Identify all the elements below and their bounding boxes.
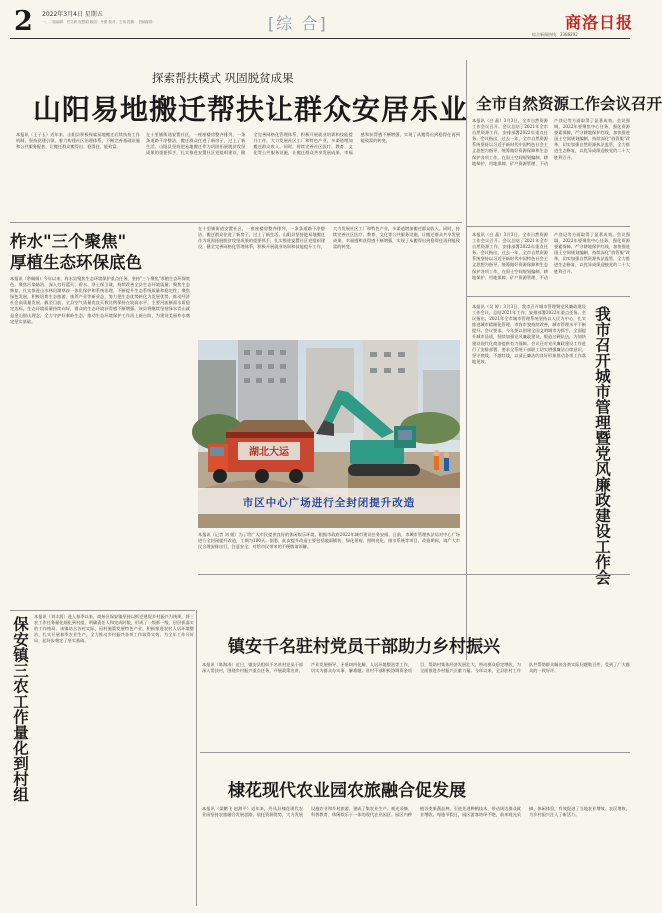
article7-headline: 棣花现代农业园农旅融合促发展 — [228, 781, 466, 801]
divider — [466, 60, 467, 660]
article1-body: 在十里铺街道安置社区，一座座楼房整齐排列，一条条道路干净整洁，搬迁群众住进了新房子，过上了新生活。山阳县坚持把易地搬迁作为巩固拓展脱贫攻坚成果的重要抓手，扎实推进安置社区党组织建设，健全完善网格化管理体系，积极开展就业培训和技能提升工作，大力发展社区工厂和特色产业，多渠道增加搬迁群众收入。同时，持续完善社区医疗、教育、文化等公共服务设施，让搬迁群众共享发展成果，幸福感和获得感不断增强，实现了从搬得出到稳得住再到能致富的转变。 — [146, 132, 460, 156]
editor-line: 一、二版编辑：吕文莉 祝慧娟 版面：丹蕾 校对：王伟 投稿： 投稿邮箱： — [42, 20, 157, 24]
photo-caption-overlay: 市区中心广场进行全封闭提升改造 — [242, 497, 416, 509]
article5-headline: 保安镇三农工作量化到村组 — [11, 616, 29, 802]
article2-continued: 本报讯（白 晶）3月3日，全市自然资源工作会议召开。会议总结了2021年全市自然资源工作，安排部署2022年重点任务。会议指出，过去一年，全市自然资源系统坚持以习近平新时代中国特色社会主义思想为指导，统筹做好资源保障和生态保护各项工作，在国土空间规划编制、耕地保护、用地保障、矿产资源管理、不动产登记等方面取得了显著成效。会议强调，2022年要聚焦中心任务，强化资源要素保障，严守耕地保护红线，加快推进国土空间规划编制，持续深化"放管服"改革，切实加强自然资源执法监管，全力推进生态修复，以优异成绩迎接党的二十大胜利召开。 — [472, 232, 630, 280]
divider — [200, 752, 630, 753]
article3-headline: 柞水"三个聚焦" — [10, 232, 127, 251]
header-rule — [10, 38, 630, 39]
divider — [198, 574, 630, 575]
article2-body: 本报讯（白 晶）3月3日，全市自然资源工作会议召开。会议总结了2021年全市自然资源工作，安排部署2022年重点任务。会议指出，过去一年，全市自然资源系统坚持以习近平新时代中国特色社会主义思想为指导，统筹做好资源保障和生态保护各项工作，在国土空间规划编制、耕地保护、用地保障、矿产资源管理、不动产登记等方面取得了显著成效。会议强调，2022年要聚焦中心任务，强化资源要素保障，严守耕地保护红线，加快推进国土空间规划编制，持续深化"放管服"改革，切实加强自然资源执法监管，全力推进生态修复，以优异成绩迎接党的二十大胜利召开。 — [472, 118, 630, 166]
truck-sign: 湖北大运 — [249, 447, 289, 458]
page-number: 2 — [14, 6, 33, 37]
photo-caption: 本报讯（记者 刘 媛）为了给广大市民提供良好的休闲娱乐环境，根据市政府2022年城市建设任务安排，日前，市城市管理执法局对中心广场进行全封闭提升改造，工期为180天。据悉，此次提升改造主要包括地面铺装、绿化景观、照明亮化、排水系统等项目。改造期间，请广大市民合理安排出行，注意安全，对给市民带来的不便敬请谅解。 — [198, 532, 460, 550]
article1-continued: 在十里铺街道安置社区，一座座楼房整齐排列，一条条道路干净整洁，搬迁群众住进了新房子，过上了新生活。山阳县坚持把易地搬迁作为巩固拓展脱贫攻坚成果的重要抓手，扎实推进安置社区党组织建设，健全完善网格化管理体系，积极开展就业培训和技能提升工作，大力发展社区工厂和特色产业，多渠道增加搬迁群众收入。同时，持续完善社区医疗、教育、文化等公共服务设施，让搬迁群众共享发展成果，幸福感和获得感不断增强，实现了从搬得出到稳得住再到能致富的转变。 — [198, 226, 460, 250]
divider — [466, 296, 630, 297]
article2-headline: 全市自然资源工作会议召开 — [476, 95, 662, 113]
article4-headline: 我市召开城市管理暨党风廉政建设工作会 — [593, 306, 611, 585]
article7-body: 本报讯（梁鹏飞 赵海平）近年来，丹凤县棣花现代农业园坚持农旅融合发展思路，依托资源优势，大力发展设施农业和乡村旅游，建成了集农业生产、观光采摘、科普教育、休闲娱乐于一体的现代农业园区。园区内种植各类果蔬品种，引进先进种植技术，带动周边群众就业增收。每逢节假日，园区游客络绎不绝，前来观光采摘、休闲体验，有效促进了当地农业增效、农民增收，为乡村振兴注入了新活力。 — [202, 806, 630, 818]
article1-lead: 本报讯（王子玉）近年来，山阳县积极探索易地搬迁后续扶持工作机制，坚持党建引领，着力构建社区治理体系，不断完善基础设施和公共服务配套，让搬迁群众搬得出、稳得住、能致富。 — [16, 132, 140, 150]
article1-kicker: 探索帮扶模式 巩固脱贫成果 — [152, 71, 294, 85]
issue-date: 2022年3月4日 星期五 — [42, 11, 103, 18]
newspaper-logo: 商洛日报 — [565, 13, 634, 32]
divider — [466, 226, 630, 227]
hotline: 综合新闻热线：2386292 — [532, 32, 578, 37]
article6-body: 本报讯（陈海涛）近日，镇安县组织千名驻村党员干部深入帮扶村，围绕乡村振兴重点任务，开展政策宣讲、产业发展指导、矛盾纠纷化解、人居环境整治等工作，切实为群众办实事、解难题。驻村干部积极协调资金项目，帮助村集体经济发展壮大，带动群众稳定增收，为全面推进乡村振兴贡献力量。今年以来，全县驻村工作队共帮助群众解决各类实际问题数百件，受到了广大群众的一致好评。 — [202, 662, 630, 674]
article6-headline: 镇安千名驻村党员干部助力乡村振兴 — [228, 637, 500, 657]
article4-body: 本报讯（吴 婷）3月3日，我市召开城市管理暨党风廉政建设工作会议，总结2021年工作，安排部署2022年重点任务。会议指出，2021年全市城市管理系统坚持以人民为中心，扎实推进城市精细化管理，市容市貌持续改善，城市管理水平不断提升。会议要求，今年要以创建全国文明城市为抓手，全面提升城市品质，持续加强党风廉政建设，锻造过硬队伍，为加快建设现代化商洛提供有力保障。会议还对党风廉政建设工作进行了安排部署，要求全系统干部职工切实增强廉洁自律意识，坚守底线、不越红线，以清正廉洁的良好形象推动各项工作落地见效。 — [472, 304, 586, 364]
divider — [10, 222, 462, 223]
article3-subheadline: 厚植生态环保底色 — [10, 253, 142, 272]
divider — [10, 610, 195, 611]
divider — [196, 610, 197, 906]
section-tag: [综 合] — [268, 14, 328, 33]
article5-body: 本报讯（刘丰润）进入春季以来，商州区保安镇坚持以抓党建促乡村振兴为统领，将三农工作任务量化细化到村组，明确责任人和完成时限，形成了一级抓一级、层层抓落实的工作格局。该镇结合各村实际，因村施策发展特色产业，积极推进农村人居环境整治，扎实开展春季农业生产，全力推动乡村振兴各项工作取得实效，为全年工作开好局、起好步奠定了坚实基础。 — [34, 614, 194, 644]
article3-body: 本报讯（余佩娟）今年以来，柞水县聚焦生态环境保护重点任务，坚持"三个聚焦"厚植生态环保底色。聚焦污染防治，深入打好蓝天、碧水、净土保卫战，持续改善全县生态环境质量；聚焦生态修复，扎实推进山水林田湖草沙一体化保护和系统治理，不断提升生态系统质量和稳定性；聚焦绿色发展，积极培育生态旅游、康养产业等新业态，努力把生态优势转化为发展优势，推动经济社会高质量发展。截至目前，全县空气质量优良天数比例保持在较高水平，主要河流断面水质稳定达标，生态环境质量持续向好，群众的生态环境获得感不断增强。该县将继续坚持绿水青山就是金山银山理念，全力守护好秦岭生态，推动生态环境保护工作再上新台阶，为建设美丽柞水奠定坚实基础。 — [10, 276, 190, 324]
article1-headline: 山阳易地搬迁帮扶让群众安居乐业 — [33, 93, 469, 126]
